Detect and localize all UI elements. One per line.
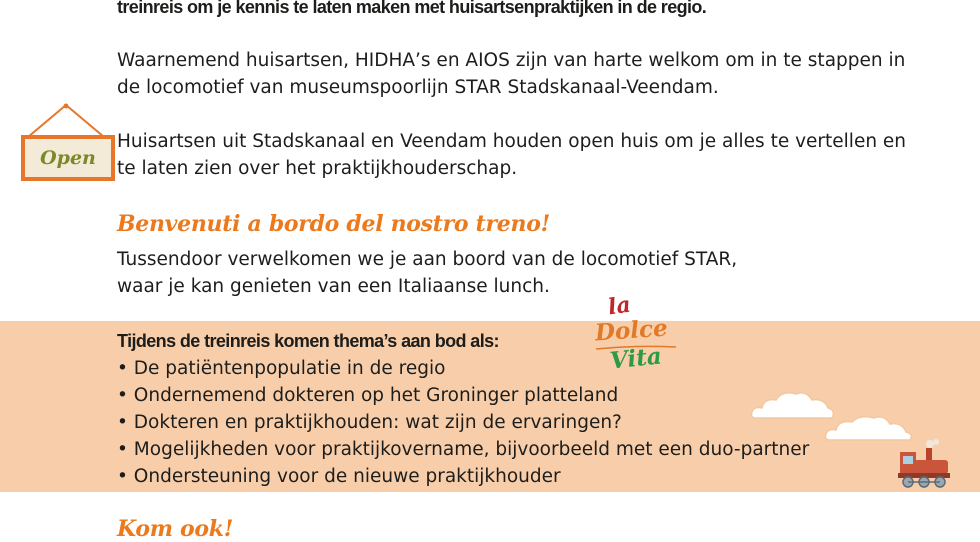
benvenuti-heading: Benvenuti a bordo del nostro treno! bbox=[117, 211, 550, 237]
theme-item: • Ondersteuning voor de nieuwe praktijkhouder bbox=[117, 463, 809, 490]
open-sign-label: Open bbox=[40, 147, 96, 169]
welcome-line-2: de locomotief van museumspoorlijn STAR Stadskanaal-Veendam. bbox=[117, 77, 719, 98]
open-sign-board bbox=[21, 135, 115, 181]
open-house-line-1: Huisartsen uit Stadskanaal en Veendam houden open huis om je alles te vertellen en bbox=[117, 131, 907, 152]
theme-item: • Mogelijkheden voor praktijkovername, bijvoorbeeld met een duo-partner bbox=[117, 436, 809, 463]
intro-tail: treinreis om je kennis te laten maken met huisartsenpraktijken in de regio. bbox=[117, 0, 707, 17]
theme-item: • De patiëntenpopulatie in de regio bbox=[117, 355, 809, 382]
la-dolce-vita-vita: Vita bbox=[608, 342, 663, 375]
kom-ook-heading: Kom ook! bbox=[117, 516, 234, 542]
themes-list bbox=[117, 355, 809, 490]
open-sign-icon bbox=[20, 103, 112, 178]
benvenuti-line-2: waar je kan genieten van een Italiaanse lunch. bbox=[117, 276, 550, 297]
open-house-line-2: te laten zien over het praktijkhouderschap. bbox=[117, 158, 518, 179]
theme-item: • Ondernemend dokteren op het Groninger platteland bbox=[117, 382, 809, 409]
la-dolce-vita-la: la bbox=[606, 291, 633, 321]
welcome-line-1: Waarnemend huisartsen, HIDHA’s en AIOS zijn van harte welkom om in te stappen in bbox=[117, 50, 906, 71]
train-icon bbox=[896, 438, 956, 490]
la-dolce-vita-dolce: Dolce bbox=[594, 314, 669, 347]
theme-item: • Dokteren en praktijkhouden: wat zijn de ervaringen? bbox=[117, 409, 809, 436]
themes-heading: Tijdens de treinreis komen thema’s aan bod als: bbox=[117, 331, 499, 351]
benvenuti-line-1: Tussendoor verwelkomen we je aan boord van de locomotief STAR, bbox=[117, 249, 738, 270]
